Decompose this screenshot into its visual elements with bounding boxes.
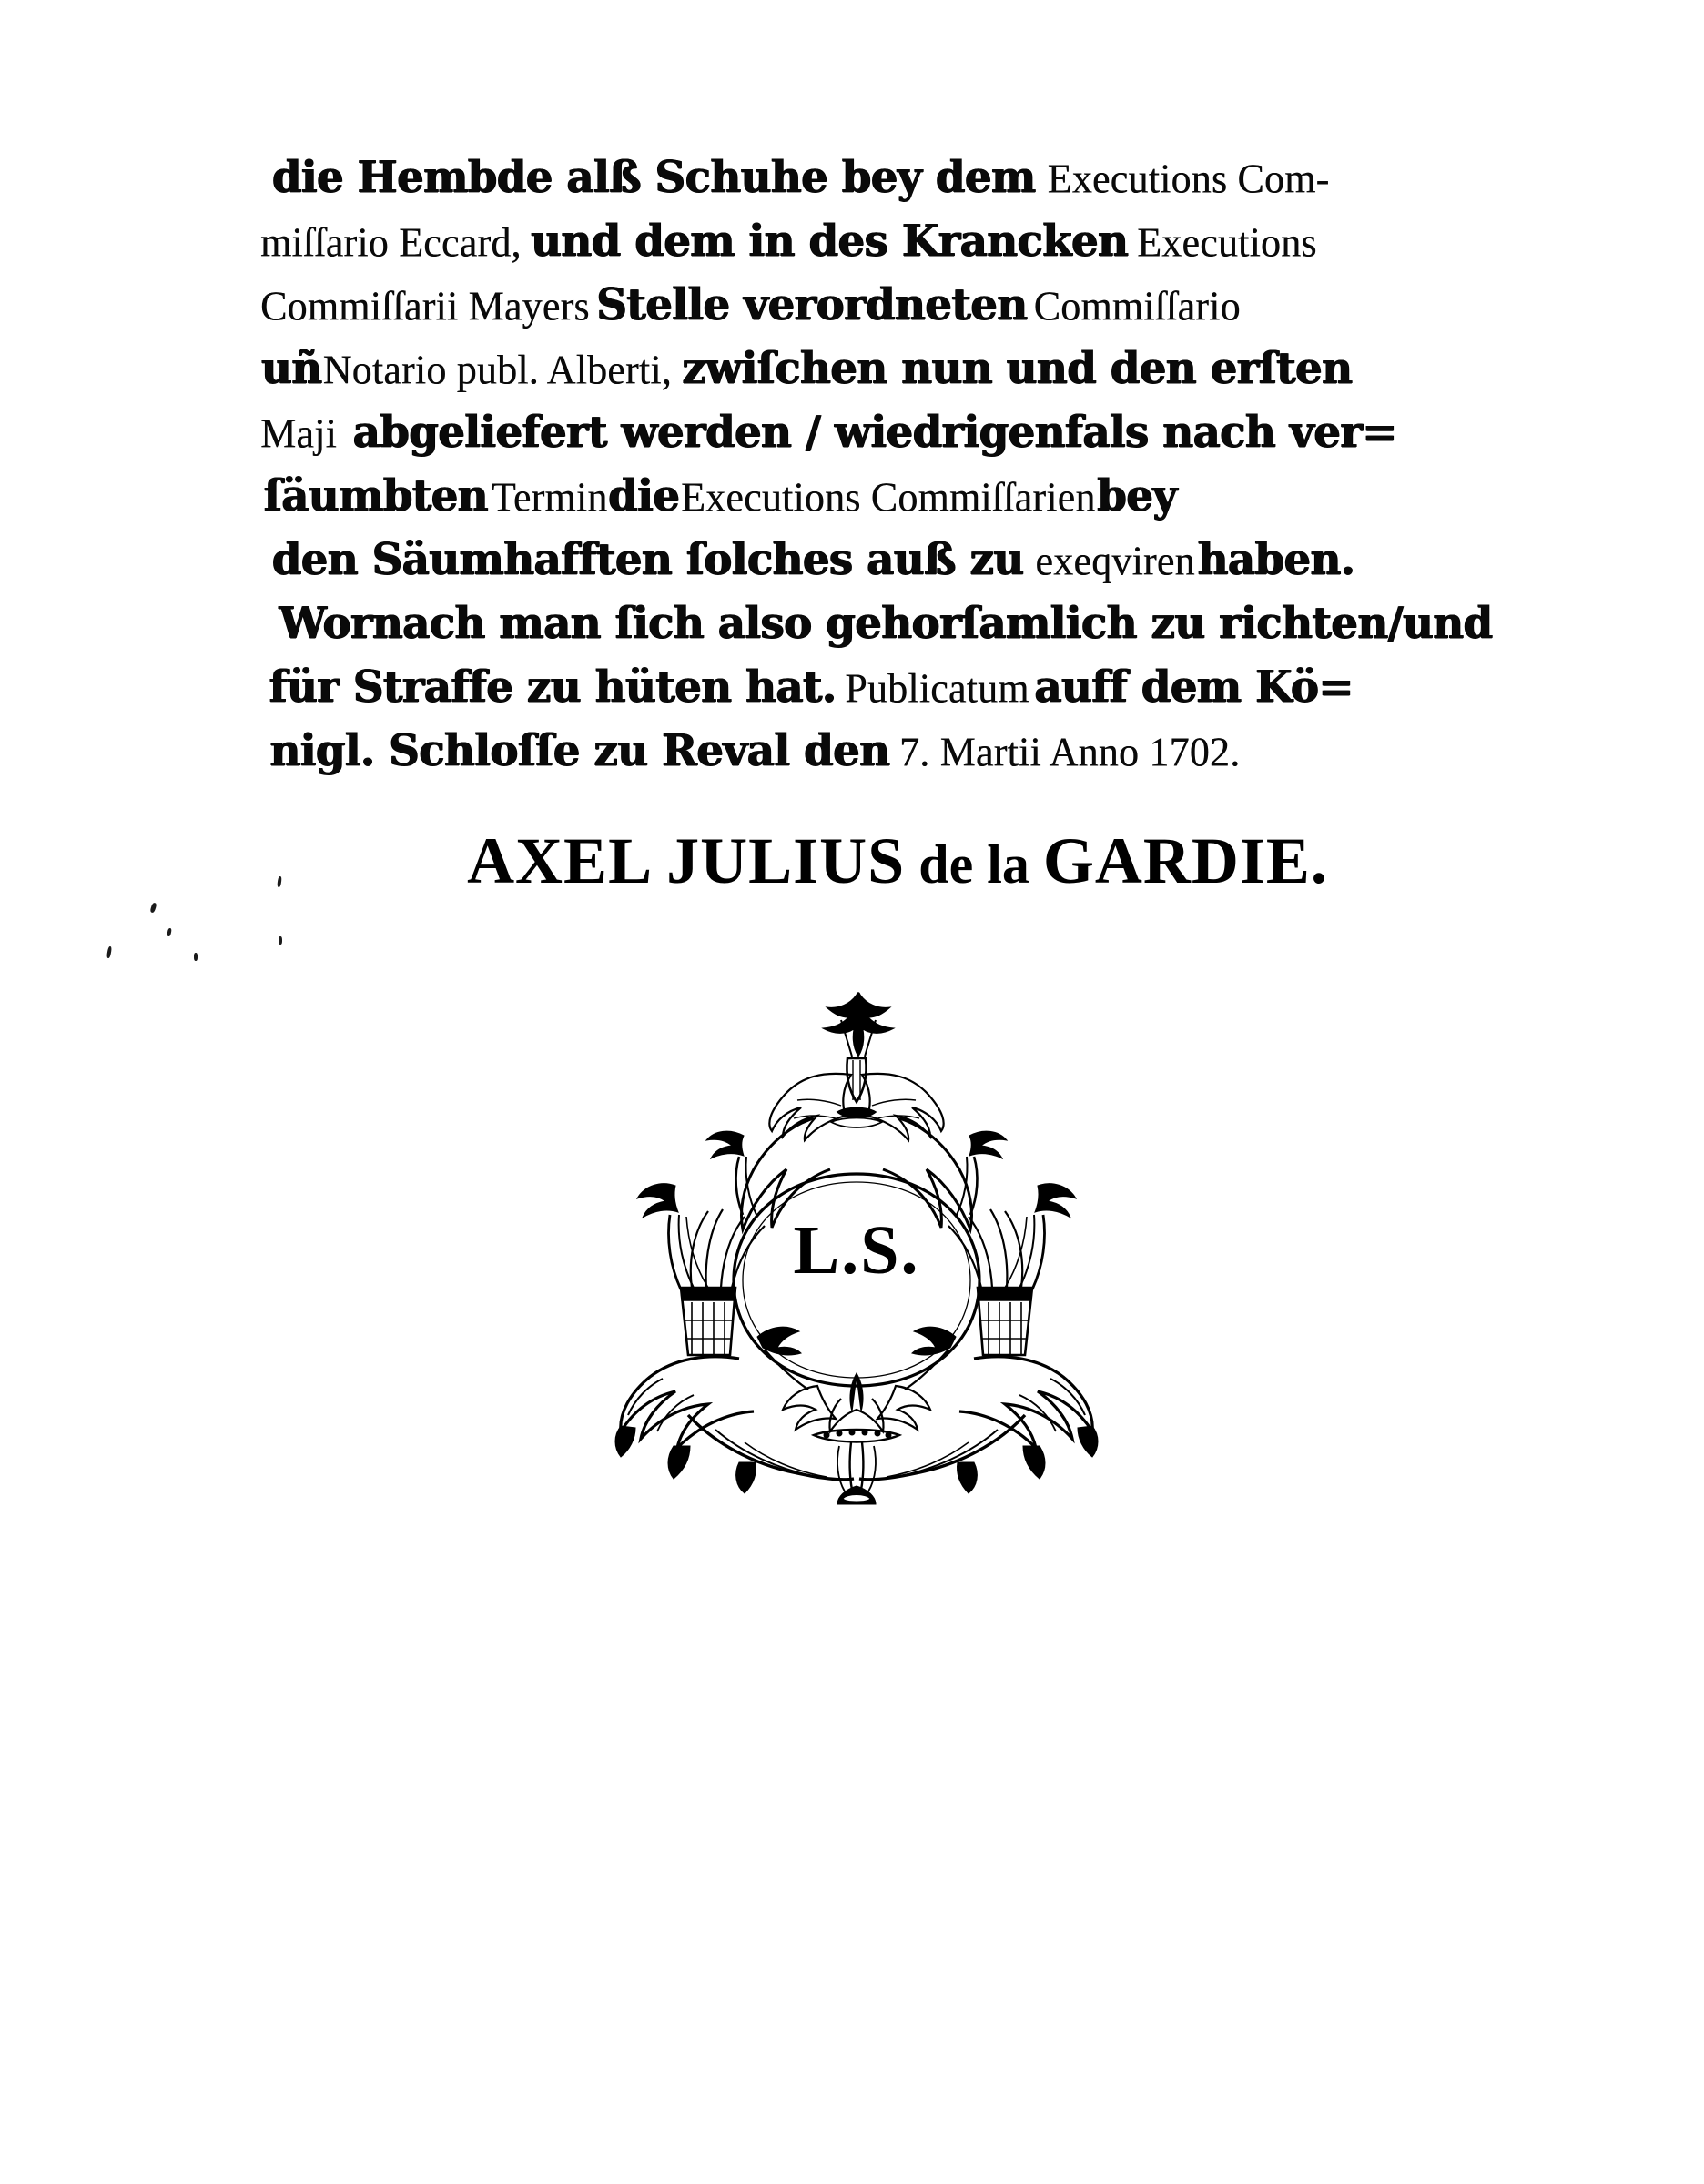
line-9-fraktur-a: für Straffe zu hüten hat. [269, 662, 837, 713]
body-line [260, 719, 1535, 783]
signatory-particle: de la [905, 834, 1043, 895]
signatory-given-names: AXEL JULIUS [467, 824, 906, 897]
line-6-fraktur-b: die [608, 470, 680, 521]
left-upper-bud [706, 1131, 757, 1217]
body-line [260, 592, 1535, 655]
line-7-fraktur-a: den Säumhafften ſolches auß zu [271, 534, 1024, 585]
line-9-roman-a: Publicatum [845, 665, 1030, 712]
body-line [260, 209, 1535, 273]
line-10-fraktur-a: nigl. Schloſſe zu Reval den [269, 725, 890, 776]
body-line [260, 528, 1535, 592]
crest-leaves [769, 1074, 943, 1140]
body-line [260, 464, 1535, 528]
line-6-fraktur-a: ſäumbten [263, 470, 489, 521]
right-far-bud [1005, 1184, 1076, 1291]
line-6-fraktur-c: bey [1096, 470, 1177, 521]
print-speck [279, 936, 282, 945]
signatory-name [260, 819, 1535, 906]
cartouche-oval [734, 1174, 979, 1386]
right-basket-trunk [948, 1209, 1032, 1355]
line-4-fraktur-a: uñ [261, 343, 322, 394]
left-far-bud [637, 1184, 708, 1291]
foliate-ornament-vignette [579, 987, 1134, 1506]
line-3-roman-a: Commiſſarii Mayers [260, 283, 590, 329]
proclamation-body-text [260, 146, 1535, 783]
line-2-roman-a: miſſario Eccard, [260, 219, 522, 266]
body-line [260, 400, 1535, 464]
bottom-flower-finial [783, 1373, 930, 1504]
print-speck [106, 946, 112, 958]
body-line [260, 146, 1535, 209]
body-line [260, 655, 1535, 719]
line-2-roman-b: Executions [1137, 219, 1317, 266]
line-10-roman-a: 7. Martii Anno 1702. [898, 729, 1241, 775]
print-speck [149, 902, 157, 913]
line-6-roman-b: Executions Commiſſarien [681, 474, 1096, 521]
body-line [260, 273, 1535, 337]
seal-locus-sigilli-label: L.S. [793, 1212, 920, 1289]
line-9-fraktur-b: auff dem Kö= [1034, 662, 1354, 713]
left-basket-trunk [681, 1209, 765, 1355]
line-7-fraktur-b: haben. [1197, 534, 1355, 585]
line-5-roman-a: Maji [260, 410, 337, 457]
signatory-family-name: GARDIE. [1042, 824, 1328, 897]
line-7-roman-a: exeqviren [1035, 538, 1195, 584]
line-2-fraktur-a: und dem in des Krancken [530, 216, 1128, 267]
line-8-fraktur-a: Wornach man ſich also gehorſamlich zu richten/und [279, 598, 1493, 649]
line-3-fraktur-a: Stelle verordneten [595, 279, 1028, 330]
print-speck [194, 953, 198, 961]
line-5-fraktur-a: abgeliefert werden / wiedrigenfals nach ver= [352, 407, 1397, 458]
line-3-roman-b: Commiſſario [1033, 283, 1241, 329]
right-upper-bud [956, 1131, 1007, 1217]
ornament-engraving [615, 993, 1098, 1504]
line-1-roman-a: Executions Com- [1047, 156, 1330, 202]
body-line [260, 337, 1535, 400]
line-1-fraktur-a: die Hembde alß Schuhe bey dem [271, 152, 1036, 203]
line-4-roman-a: Notario publ. Alberti, [322, 347, 672, 393]
line-6-roman-a: Termin [491, 474, 608, 521]
line-4-fraktur-b: zwiſchen nun und den erſten [682, 343, 1353, 394]
crest-palmette [823, 993, 894, 1102]
print-speck [167, 928, 172, 937]
